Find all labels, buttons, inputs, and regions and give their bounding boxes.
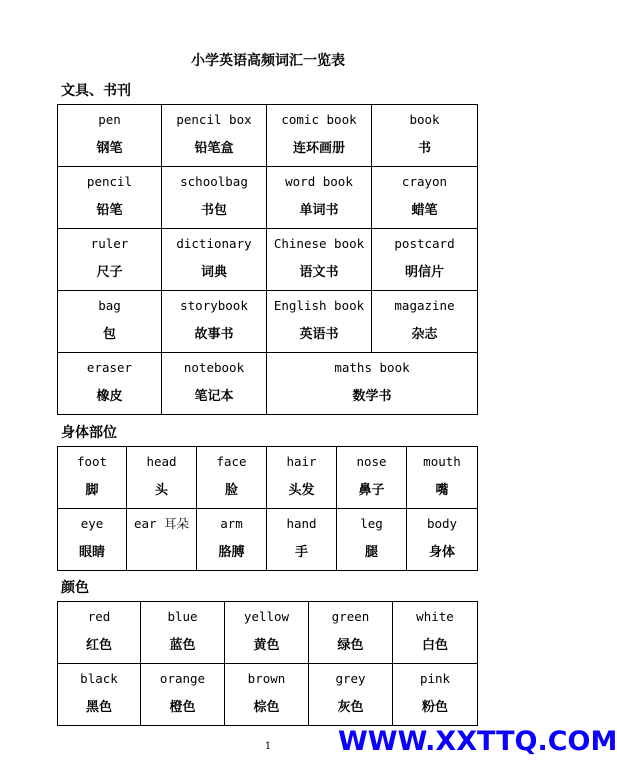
- chinese-word: 橙色: [169, 700, 196, 715]
- vocab-cell: [267, 291, 372, 353]
- english-word: storybook: [180, 298, 248, 313]
- page-number: 1: [264, 741, 272, 752]
- chinese-word: 白色: [421, 638, 448, 653]
- chinese-word: 脸: [224, 483, 238, 498]
- vocab-cell: [58, 105, 162, 167]
- chinese-word: 棕色: [253, 700, 280, 715]
- chinese-word: 胳膊: [218, 545, 245, 560]
- english-word: arm: [220, 516, 243, 531]
- english-word: dictionary: [176, 236, 252, 251]
- vocab-cell: [162, 291, 267, 353]
- english-word: face: [216, 454, 247, 469]
- section-heading-colors: 颜色: [61, 580, 89, 596]
- vocab-cell: [337, 509, 407, 571]
- chinese-word: 铅笔盒: [194, 141, 234, 156]
- chinese-word: 黑色: [85, 700, 112, 715]
- english-word: hand: [286, 516, 317, 531]
- chinese-word: 蜡笔: [411, 203, 438, 218]
- chinese-word: 数学书: [352, 389, 392, 404]
- chinese-word: 单词书: [299, 203, 339, 218]
- vocab-cell: [162, 167, 267, 229]
- english-word: orange: [159, 671, 206, 686]
- vocab-cell: [162, 229, 267, 291]
- english-word: hair: [286, 454, 317, 469]
- vocab-cell: [58, 291, 162, 353]
- english-word: comic book: [281, 112, 357, 127]
- vocab-cell: [127, 509, 197, 571]
- vocab-cell: [58, 602, 141, 664]
- chinese-word: 身体: [428, 545, 455, 560]
- vocab-cell: [267, 509, 337, 571]
- chinese-word: 黄色: [253, 638, 280, 653]
- chinese-word: 明信片: [404, 265, 444, 280]
- english-word: head: [146, 454, 177, 469]
- chinese-word: 英语书: [299, 327, 339, 342]
- english-word: green: [331, 609, 370, 624]
- chinese-word: 橡皮: [96, 389, 123, 404]
- table-row: [58, 167, 478, 229]
- english-word: crayon: [401, 174, 448, 189]
- vocab-cell: [197, 447, 267, 509]
- chinese-word: 脚: [85, 483, 99, 498]
- english-word: eraser: [86, 360, 133, 375]
- vocab-cell: [393, 602, 478, 664]
- vocab-cell: [141, 664, 225, 726]
- english-word: word book: [285, 174, 353, 189]
- english-word: pencil box: [176, 112, 252, 127]
- chinese-word: 头: [154, 483, 168, 498]
- chinese-word: 语文书: [299, 265, 339, 280]
- body-parts-table: [57, 446, 478, 571]
- chinese-word: 嘴: [435, 483, 449, 498]
- chinese-word: 笔记本: [194, 389, 234, 404]
- english-word: grey: [335, 671, 366, 686]
- chinese-word: 腿: [364, 545, 378, 560]
- section-heading-body: 身体部位: [61, 425, 117, 441]
- english-word: pen: [98, 112, 121, 127]
- chinese-word: 书包: [200, 203, 227, 218]
- english-word: postcard: [394, 236, 455, 251]
- vocab-cell: [197, 509, 267, 571]
- chinese-word: 包: [102, 327, 116, 342]
- english-word: white: [416, 609, 454, 624]
- chinese-word: 词典: [200, 265, 227, 280]
- english-word: magazine: [394, 298, 455, 313]
- table-row: [58, 602, 478, 664]
- vocab-cell: [372, 291, 478, 353]
- table-row: [58, 105, 478, 167]
- chinese-word: 头发: [288, 483, 315, 498]
- vocab-cell: [407, 509, 478, 571]
- chinese-word: 故事书: [194, 327, 234, 342]
- vocab-cell: [337, 447, 407, 509]
- english-word: maths book: [334, 360, 410, 375]
- english-word: eye: [80, 516, 104, 531]
- chinese-word: 书: [417, 141, 431, 156]
- vocab-cell: [58, 509, 127, 571]
- chinese-word: 绿色: [337, 638, 364, 653]
- stationery-table: [57, 104, 478, 415]
- vocab-cell: [58, 167, 162, 229]
- vocab-cell: [162, 353, 267, 415]
- english-word: brown: [247, 671, 286, 686]
- vocab-cell: [267, 229, 372, 291]
- vocab-cell: [58, 353, 162, 415]
- chinese-word: 尺子: [96, 265, 123, 280]
- vocab-cell: [162, 105, 267, 167]
- english-word: English book: [273, 298, 365, 313]
- vocab-cell: [267, 353, 478, 415]
- table-row: [58, 229, 478, 291]
- english-word: body: [426, 516, 458, 531]
- vocab-cell: [267, 167, 372, 229]
- chinese-word: 钢笔: [96, 141, 123, 156]
- vocab-cell: [372, 105, 478, 167]
- table-row: [58, 291, 478, 353]
- chinese-word: 粉色: [421, 700, 448, 715]
- section-heading-stationery: 文具、书刊: [61, 83, 131, 99]
- vocab-cell: [372, 167, 478, 229]
- vocab-cell: [309, 664, 393, 726]
- vocab-cell: [141, 602, 225, 664]
- vocab-cell: [267, 105, 372, 167]
- vocab-cell: [225, 602, 309, 664]
- table-row: [58, 509, 478, 571]
- chinese-word: 铅笔: [96, 203, 123, 218]
- english-word: black: [80, 671, 118, 686]
- watermark: WWW.XXTTQ.COM: [338, 726, 617, 757]
- english-word: blue: [167, 609, 198, 624]
- english-word: schoolbag: [180, 174, 248, 189]
- english-word: leg: [360, 516, 383, 531]
- table-row: [58, 353, 478, 415]
- vocab-cell: [407, 447, 478, 509]
- page-title: 小学英语高频词汇一览表: [191, 53, 345, 69]
- english-word: nose: [356, 454, 387, 469]
- english-word: Chinese book: [273, 236, 365, 251]
- table-row: [58, 664, 478, 726]
- vocab-cell: [127, 447, 197, 509]
- vocab-cell: [372, 229, 478, 291]
- chinese-word: 灰色: [337, 700, 364, 715]
- english-word: ruler: [90, 236, 129, 251]
- vocab-cell: [58, 229, 162, 291]
- english-word: mouth: [423, 454, 461, 469]
- vocab-cell: [393, 664, 478, 726]
- english-word: notebook: [183, 360, 245, 375]
- chinese-word: 眼睛: [78, 545, 105, 560]
- chinese-word: 连环画册: [292, 141, 345, 156]
- english-word: red: [87, 609, 111, 624]
- chinese-word: 杂志: [411, 327, 438, 342]
- vocab-cell: [267, 447, 337, 509]
- english-word: pencil: [86, 174, 133, 189]
- english-word: foot: [76, 454, 108, 469]
- english-word: yellow: [243, 609, 290, 624]
- vocab-cell: [225, 664, 309, 726]
- chinese-word: 蓝色: [169, 638, 196, 653]
- chinese-word: 红色: [85, 638, 112, 653]
- vocab-cell: [58, 664, 141, 726]
- table-row: [58, 447, 478, 509]
- english-word: pink: [419, 671, 451, 686]
- english-word: ear 耳朵: [133, 516, 190, 531]
- vocab-cell: [309, 602, 393, 664]
- vocab-cell: [58, 447, 127, 509]
- chinese-word: 鼻子: [358, 483, 385, 498]
- chinese-word: 手: [294, 545, 308, 560]
- colors-table: [57, 601, 478, 726]
- english-word: bag: [98, 298, 121, 313]
- english-word: book: [409, 112, 440, 127]
